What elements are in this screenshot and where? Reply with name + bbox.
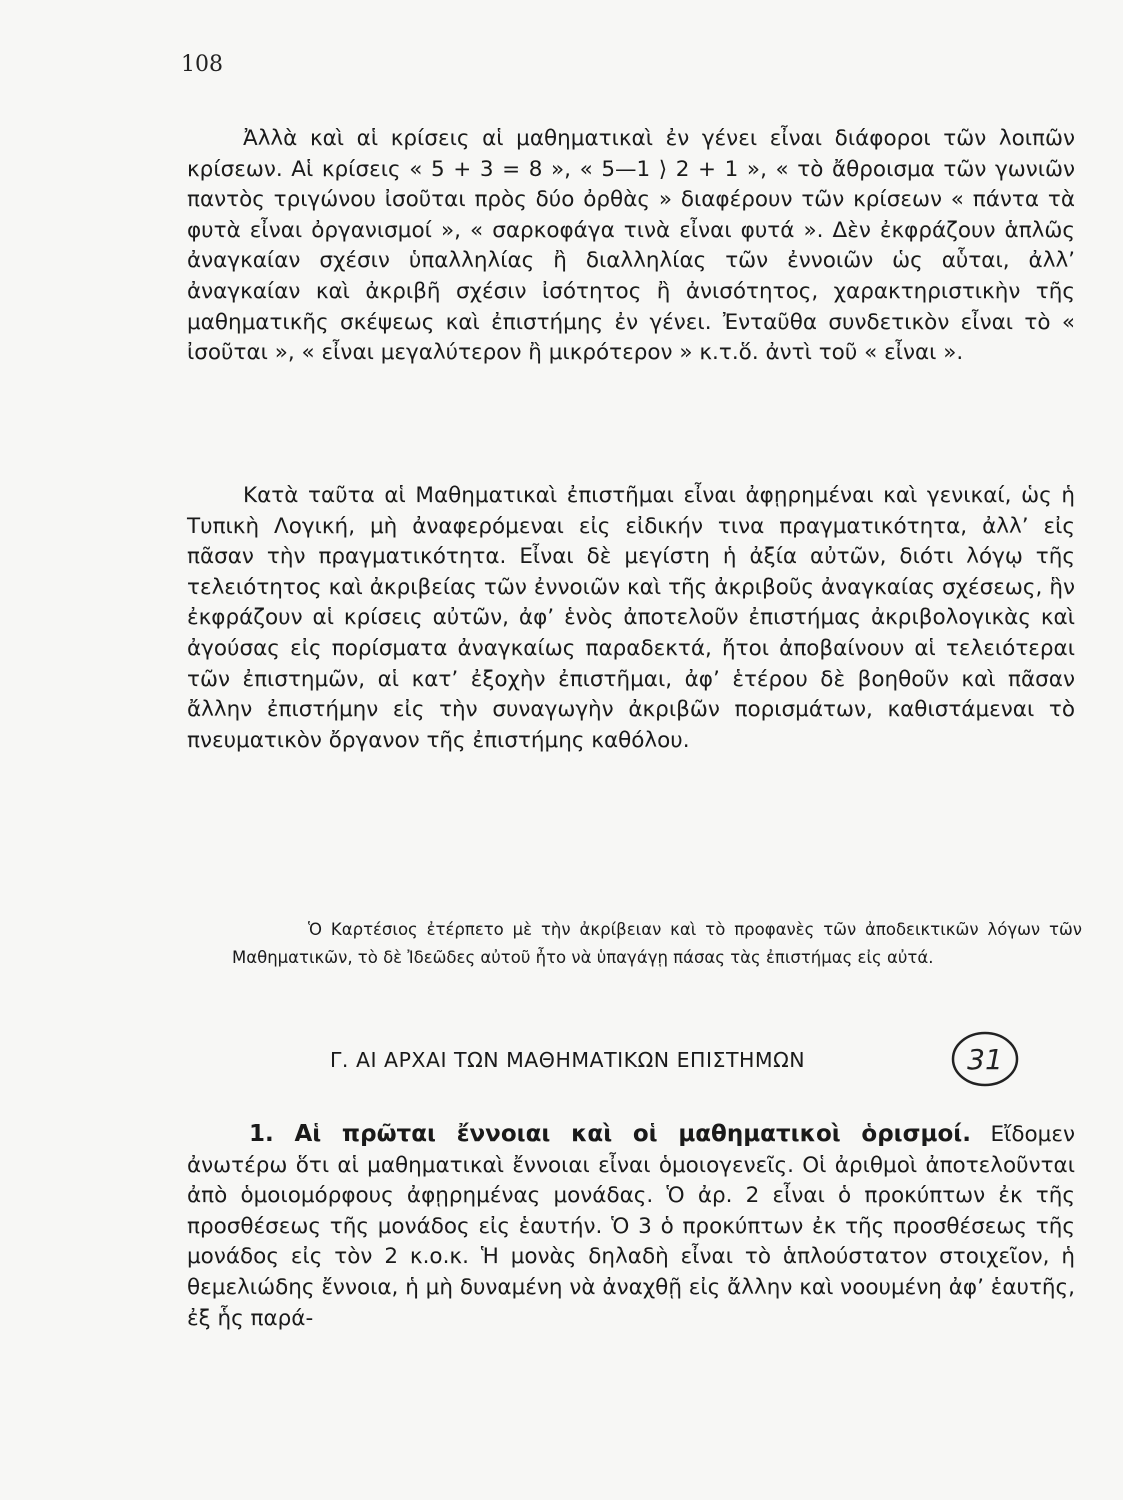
paragraph-first-concepts: [187, 1119, 1075, 1334]
paragraph-mathematical-judgments: [187, 124, 1075, 369]
paragraph-1-text: Ἀλλὰ καὶ αἱ κρίσεις αἱ μαθηματικαὶ ἐν γένει εἶναι διάφοροι τῶν λοιπῶν κρίσεων. Αἱ κρίσεις « 5 + 3 = 8 », « 5—1 ⟩ 2 + 1 », « τὸ ἄθροισμα τῶν γωνιῶν παντὸς τριγώνου ἰσοῦται πρὸς δύο ὀρθὰς » διαφέρουν τῶν κρίσεων « πάντα τὰ φυτὰ εἶναι ὀργανισμοί », « σαρκοφάγα τινὰ εἶναι φυτά ». Δὲν ἐκφράζουν ἁπλῶς ἀναγκαίαν σχέσιν ὑπαλληλίας ἢ διαλληλίας τῶν ἐννοιῶν ὡς αὗται, ἀλλ’ ἀναγκαίαν καὶ ἀκριβῆ σχέσιν ἰσότητος ἢ ἀνισότητος, χαρακτηριστικὴν τῆς μαθηματικῆς σκέψεως καὶ ἐπιστήμης ἐν γένει. Ἐνταῦθα συνδετικὸν εἶναι τὸ « ἰσοῦται », « εἶναι μεγαλύτερον ἢ μικρότερον » κ.τ.ὅ. ἀντὶ τοῦ « εἶναι ».: [187, 126, 1075, 366]
page-number: 108: [181, 52, 223, 77]
footnote-text: Ὁ Καρτέσιος ἐτέρπετο μὲ τὴν ἀκρίβειαν καὶ τὸ προφανὲς τῶν ἀποδεικτικῶν λόγων τῶν Μαθηματικῶν, τὸ δὲ Ἰδεῶδες αὐτοῦ ἦτο νὰ ὑπαγάγῃ πάσας τὰς ἐπιστήμας εἰς αὐτά.: [232, 920, 1082, 967]
annotation-text: 31: [967, 1043, 1003, 1076]
footnote-descartes: [232, 916, 1082, 972]
paragraph-value-of-mathematics: [187, 481, 1075, 756]
circled-number-icon: [948, 1028, 1022, 1090]
handwritten-annotation: [948, 1028, 1022, 1090]
section-heading: Γ. ΑΙ ΑΡΧΑΙ ΤΩΝ ΜΑΘΗΜΑΤΙΚΩΝ ΕΠΙΣΤΗΜΩΝ: [330, 1048, 806, 1072]
paragraph-2-text: Κατὰ ταῦτα αἱ Μαθηματικαὶ ἐπιστῆμαι εἶναι ἀφῃρημέναι καὶ γενικαί, ὡς ἡ Τυπικὴ Λογική, μὴ ἀναφερόμεναι εἰς εἰδικήν τινα πραγματικότητα, ἀλλ’ εἰς πᾶσαν τὴν πραγματικότητα. Εἶναι δὲ μεγίστη ἡ ἀξία αὐτῶν, διότι λόγῳ τῆς τελειότητος καὶ ἀκριβείας τῶν ἐννοιῶν καὶ τῆς ἀκριβοῦς ἀναγκαίας σχέσεως, ἣν ἐκφράζουν αἱ κρίσεις αὐτῶν, ἀφ’ ἑνὸς ἀποτελοῦν ἐπιστήμας ἀκριβολογικὰς καὶ ἀγούσας εἰς πορίσματα ἀναγκαίως παραδεκτά, ἤτοι ἀποβαίνουν αἱ τελειότεραι τῶν ἐπιστημῶν, αἱ κατ’ ἐξοχὴν ἐπιστῆμαι, ἀφ’ ἑτέρου δὲ βοηθοῦν καὶ πᾶσαν ἄλλην ἐπιστήμην εἰς τὴν συναγωγὴν ἀκριβῶν πορισμάτων, καθιστάμεναι τὸ πνευματικὸν ὄργανον τῆς ἐπιστήμης καθόλου.: [187, 483, 1075, 753]
paragraph-3-lead: 1. Αἱ πρῶται ἔννοιαι καὶ οἱ μαθηματικοὶ ὁρισμοί.: [249, 1121, 971, 1147]
paragraph-3-text: Εἴδομεν ἀνωτέρω ὅτι αἱ μαθηματικαὶ ἔννοιαι εἶναι ὁμοιογενεῖς. Οἱ ἀριθμοὶ ἀποτελοῦνται ἀπὸ ὁμοιομόρφους ἀφῃρημένας μονάδας. Ὁ ἀρ. 2 εἶναι ὁ προκύπτων ἐκ τῆς προσθέσεως τῆς μονάδος εἰς ἑαυτήν. Ὁ 3 ὁ προκύπτων ἐκ τῆς προσθέσεως τῆς μονάδος εἰς τὸν 2 κ.ο.κ. Ἡ μονὰς δηλαδὴ εἶναι τὸ ἁπλούστατον στοιχεῖον, ἡ θεμελιώδης ἔννοια, ἡ μὴ δυναμένη νὰ ἀναχθῇ εἰς ἄλλην καὶ νοουμένη ἀφ’ ἑαυτῆς, ἐξ ἧς παρά-: [187, 1122, 1075, 1331]
